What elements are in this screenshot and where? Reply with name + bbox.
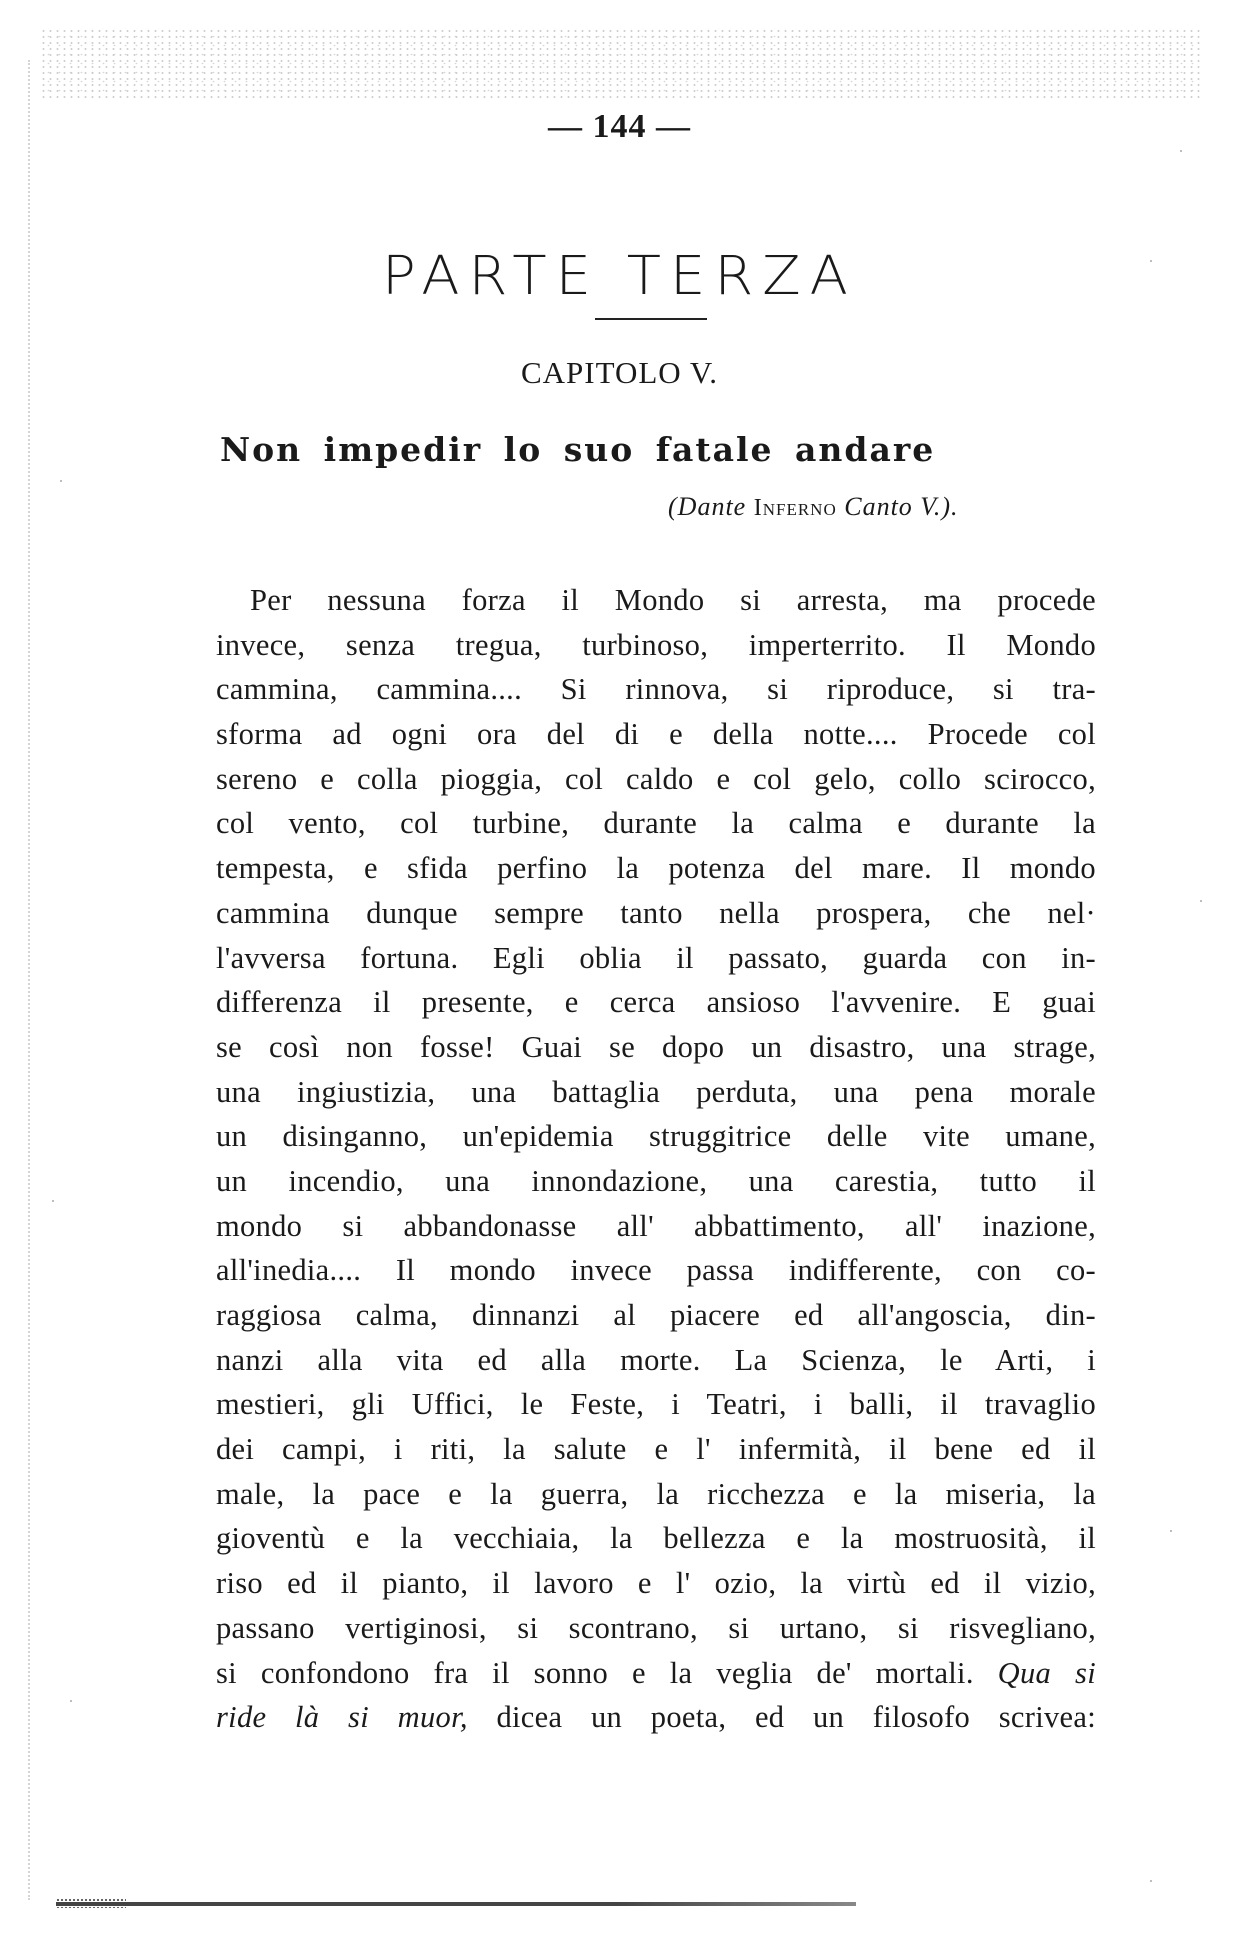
citation-canto: Canto V. — [844, 492, 942, 521]
text-line — [216, 1293, 1096, 1338]
scan-edge-left — [28, 60, 33, 1900]
epigraph: Non impedir lo suo fatale andare — [220, 430, 936, 469]
text-line-content: un incendio, una innondazione, una carestia, tutto il — [216, 1163, 1096, 1198]
text-line — [216, 757, 1096, 802]
text-line — [216, 1472, 1096, 1517]
text-line-content: tempesta, e sfida perfino la potenza del mare. Il mondo — [216, 851, 1096, 886]
text-line — [216, 1382, 1096, 1427]
text-line-content: sereno e colla pioggia, col caldo e col gelo, collo scirocco, — [216, 761, 1096, 796]
scan-bar-bottom — [56, 1902, 856, 1906]
text-line — [216, 1651, 1096, 1696]
text-line — [216, 1204, 1096, 1249]
text-line — [216, 936, 1096, 981]
text-line-content: un disinganno, un'epidemia struggitrice delle vite umane, — [216, 1119, 1096, 1154]
text-line-content: dei campi, i riti, la salute e l' infermità, il bene ed il — [216, 1432, 1096, 1467]
scan-speck — [1150, 260, 1152, 262]
text-line-content: si confondono fra il sonno e la veglia de' mortali. Qua si — [216, 1655, 1096, 1690]
text-line — [216, 1427, 1096, 1472]
scan-speck — [1150, 1880, 1152, 1882]
text-line-content: sforma ad ogni ora del di e della notte.... Procede col — [216, 717, 1096, 752]
text-line — [216, 1248, 1096, 1293]
text-line — [216, 578, 1096, 623]
text-line-content — [216, 1695, 1096, 1740]
text-line-content: male, la pace e la guerra, la ricchezza e la miseria, la — [216, 1476, 1096, 1511]
title-rule — [595, 318, 707, 320]
text-line-content: gioventù e la vecchiaia, la bellezza e la mostruosità, il — [216, 1521, 1096, 1556]
scan-speck — [1170, 1530, 1172, 1532]
page-number: — 144 — — [548, 108, 691, 145]
citation-close: ). — [941, 492, 959, 521]
text-line — [216, 1695, 1096, 1740]
text-line — [216, 1338, 1096, 1383]
citation-author: Dante — [677, 492, 747, 521]
text-line — [216, 667, 1096, 712]
text-line-content: col vento, col turbine, durante la calma e durante la — [216, 806, 1096, 841]
text-line-content: riso ed il pianto, il lavoro e l' ozio, la virtù ed il vizio, — [216, 1566, 1096, 1601]
text-line — [216, 623, 1096, 668]
text-line-content: Per nessuna forza il Mondo si arresta, ma procede — [250, 583, 1096, 617]
text-line-content: se così non fosse! Guai se dopo un disastro, una strage, — [216, 1029, 1096, 1064]
text-line — [216, 1561, 1096, 1606]
part-title: PARTE TERZA — [382, 245, 857, 308]
citation-open: ( — [668, 492, 678, 521]
text-line — [216, 891, 1096, 936]
chapter-heading: CAPITOLO V. — [520, 355, 719, 390]
text-line — [216, 980, 1096, 1025]
text-line-content: cammina, cammina.... Si rinnova, si riproduce, si tra- — [216, 672, 1096, 707]
text-line-content: nanzi alla vita ed alla morte. La Scienza, le Arti, i — [216, 1342, 1096, 1377]
text-line-content: passano vertiginosi, si scontrano, si urtano, si risvegliano, — [216, 1610, 1096, 1645]
citation-work: Inferno — [753, 495, 837, 521]
body-text — [216, 578, 1096, 1740]
text-line-content: una ingiustizia, una battaglia perduta, una pena morale — [216, 1074, 1096, 1109]
epigraph-citation — [668, 492, 959, 522]
quote-italic: ride là si muor, — [216, 1700, 468, 1735]
text-line — [216, 846, 1096, 891]
text-line-content: mestieri, gli Uffici, le Feste, i Teatri, i balli, il travaglio — [216, 1387, 1096, 1422]
text-line — [216, 1516, 1096, 1561]
text-line — [216, 1114, 1096, 1159]
text-line — [216, 1070, 1096, 1115]
quote-italic: Qua si — [973, 1655, 1096, 1690]
quote-rest: dicea un poeta, ed un filosofo scrivea: — [496, 1700, 1096, 1735]
text-line-content: mondo si abbandonasse all' abbattimento, all' inazione, — [216, 1208, 1096, 1243]
scan-speck — [1180, 150, 1182, 152]
text-line-content: l'avversa fortuna. Egli oblia il passato, guarda con in- — [216, 940, 1096, 975]
text-line — [216, 801, 1096, 846]
scan-speck — [70, 1700, 72, 1702]
text-line — [216, 1606, 1096, 1651]
text-line-content: cammina dunque sempre tanto nella prospera, che nel· — [216, 895, 1096, 930]
scan-noise-top — [40, 28, 1200, 98]
text-line-content: invece, senza tregua, turbinoso, imperterrito. Il Mondo — [216, 627, 1096, 662]
text-line — [216, 1025, 1096, 1070]
text-line — [216, 1159, 1096, 1204]
text-line-content: all'inedia.... Il mondo invece passa indifferente, con co- — [216, 1253, 1096, 1288]
text-line-content: differenza il presente, e cerca ansioso l'avvenire. E guai — [216, 985, 1096, 1020]
scan-speck — [1200, 900, 1202, 902]
scan-speck — [60, 480, 62, 482]
scan-speck — [52, 1200, 54, 1202]
text-line-content: raggiosa calma, dinnanzi al piacere ed all'angoscia, din- — [216, 1298, 1096, 1332]
text-line — [216, 712, 1096, 757]
